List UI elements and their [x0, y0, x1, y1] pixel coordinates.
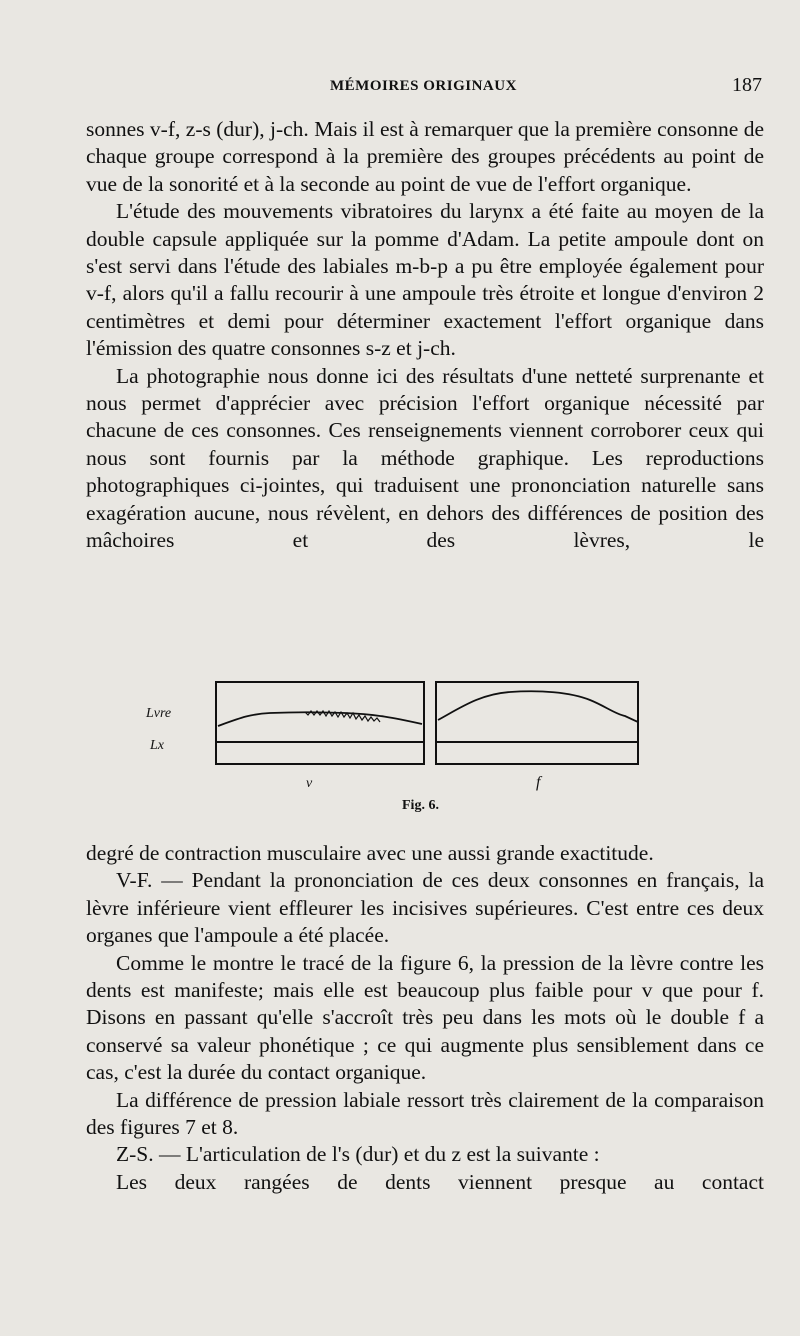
running-head: MÉMOIRES ORIGINAUX: [330, 78, 517, 94]
label-lx: Lx: [150, 738, 164, 753]
paragraph: Les deux rangées de dents viennent presque au contact: [116, 1169, 764, 1194]
paragraph: sonnes v-f, z-s (dur), j-ch. Mais il est à remarquer que la première consonne de chaque groupe correspond à la première des groupes précédents au point de vue de la sonorité et à la seconde au point de vue de l'effort organique.: [86, 117, 764, 196]
page-number: 187: [732, 74, 762, 96]
panel-v-frame: [216, 682, 424, 764]
label-f: f: [536, 774, 541, 791]
page-header: [0, 74, 800, 102]
figure-caption: Fig. 6.: [402, 798, 439, 813]
figure-6: [130, 678, 670, 818]
paragraph: La différence de pression labiale ressort très clairement de la comparaison des figures 7 et 8.: [86, 1087, 764, 1140]
figure-trace: [130, 678, 670, 818]
panel-f-frame: [436, 682, 638, 764]
paragraph: V-F. — Pendant la prononciation de ces deux consonnes en français, la lèvre inférieure vient effleurer les incisives supérieures. C'est entre ces deux organes que l'ampoule a été placée.: [86, 868, 764, 948]
paragraph: Z-S. — L'articulation de l's (dur) et du z est la suivante :: [116, 1142, 600, 1167]
label-lvre: Lvre: [146, 706, 172, 721]
paragraph: La photographie nous donne ici des résultats d'une netteté surprenante et nous permet d'apprécier avec précision l'effort organique nécessité par chacune de ces consonnes. Ces renseignements viennent corroborer ceux qui nous sont fournis par la méthode graphique. Les reproductions photographiques ci-jointes, qui traduisent une prononciation naturelle sans exagération aucune, nous révèlent, en dehors des différences de position des mâchoires et des lèvres, le: [86, 363, 764, 553]
text-block-bottom: [86, 840, 764, 1196]
paragraph: L'étude des mouvements vibratoires du larynx a été faite au moyen de la double capsule appliquée sur la pomme d'Adam. La petite ampoule dont on s'est servi dans l'étude des labiales m-b-p a pu être employée également pour v-f, alors qu'il a fallu recourir à une ampoule très étroite et longue d'environ 2 centimètres et demi pour déterminer exactement l'effort organique dans l'émission des quatre consonnes s-z et j-ch.: [86, 199, 764, 361]
text-block-top: [86, 116, 764, 555]
panel-f-lip-trace: [438, 691, 638, 722]
paragraph: Comme le montre le tracé de la figure 6, la pression de la lèvre contre les dents est manifeste; mais elle est beaucoup plus faible pour v que pour f. Disons en passant qu'elle s'accroît très peu dans les mots où le double f a conservé sa valeur phonétique ; ce qui augmente plus sensiblement dans ce cas, c'est la durée du contact organique.: [86, 950, 764, 1085]
paragraph: degré de contraction musculaire avec une aussi grande exactitude.: [86, 841, 654, 865]
label-v: v: [306, 776, 313, 791]
